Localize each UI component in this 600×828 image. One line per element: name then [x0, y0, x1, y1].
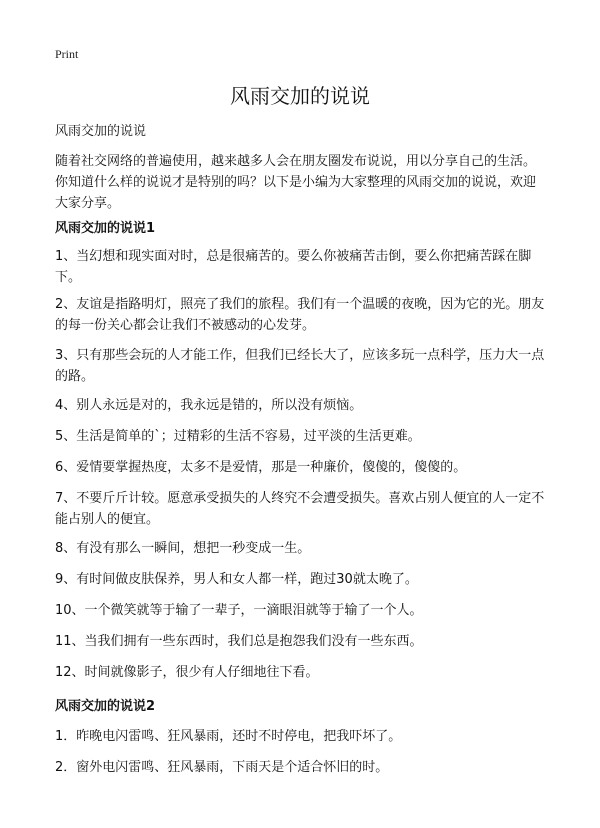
list-item: 1．昨晚电闪雷鸣、狂风暴雨，还时不时停电，把我吓坏了。 — [55, 729, 402, 744]
list-item: 5、生活是简单的`；过精彩的生活不容易，过平淡的生活更难。 — [55, 429, 421, 444]
list-item: 3、只有那些会玩的人才能工作，但我们已经长大了，应该多玩一点科学，压力大一点的路。 — [55, 348, 545, 384]
list-item: 11、当我们拥有一些东西时，我们总是抱怨我们没有一些东西。 — [55, 634, 423, 649]
list-item: 9、有时间做皮肤保养，男人和女人都一样，跑过30就太晚了。 — [55, 572, 418, 587]
page-title: 风雨交加的说说 — [230, 84, 370, 108]
list-item: 2．窗外电闪雷鸣、狂风暴雨，下雨天是个适合怀旧的时。 — [55, 760, 389, 775]
intro-paragraph: 随着社交网络的普遍使用，越来越多人会在朋友圈发布说说，用以分享自己的生活。你知道什么样的说说才是特别的吗？以下是小编为大家整理的风雨交加的说说，欢迎大家分享。 — [55, 154, 537, 211]
section-heading-2: 风雨交加的说说2 — [55, 699, 156, 714]
list-item: 8、有没有那么一瞬间，想把一秒变成一生。 — [55, 541, 311, 556]
list-item: 4、别人永远是对的，我永远是错的，所以没有烦恼。 — [55, 398, 363, 413]
list-item: 10、一个微笑就等于输了一辈子，一滴眼泪就等于输了一个人。 — [55, 603, 423, 618]
list-item: 1、当幻想和现实面对时，总是很痛苦的。要么你被痛苦击倒，要么你把痛苦踩在脚下。 — [55, 249, 532, 285]
print-link[interactable]: Print — [55, 47, 79, 61]
list-item: 2、友谊是指路明灯，照亮了我们的旅程。我们有一个温暖的夜晚，因为它的光。朋友的每一份关心都会让我们不被感动的心发芽。 — [55, 297, 545, 333]
list-item: 7、不要斤斤计较。愿意承受损失的人终究不会遭受损失。喜欢占别人便宜的人一定不能占别人的便宜。 — [55, 491, 545, 527]
list-item: 12、时间就像影子，很少有人仔细地往下看。 — [55, 665, 319, 680]
section-heading-1: 风雨交加的说说1 — [55, 221, 156, 236]
article-subtitle: 风雨交加的说说 — [55, 124, 147, 139]
list-item: 6、爱情要掌握热度，太多不是爱情，那是一种廉价，傻傻的，傻傻的。 — [55, 460, 467, 475]
